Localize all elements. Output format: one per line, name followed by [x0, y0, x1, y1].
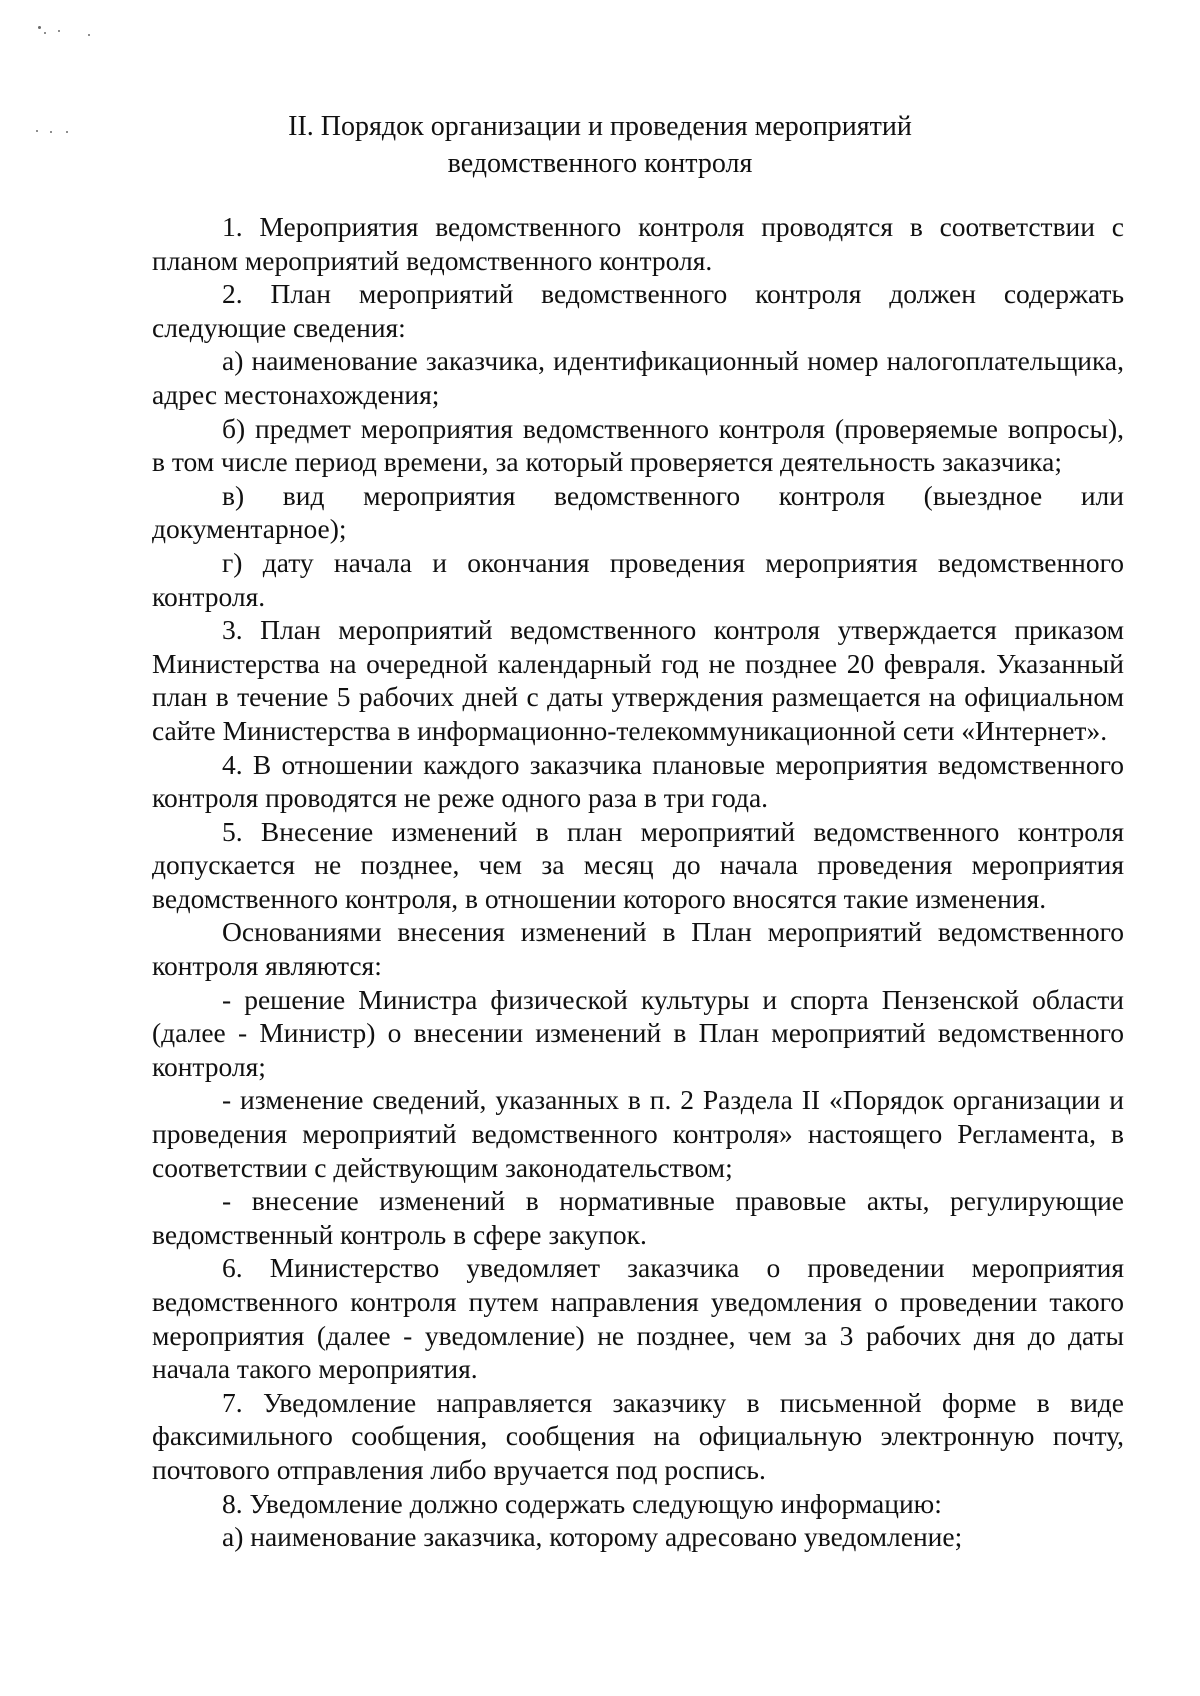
paragraph-2a: а) наименование заказчика, идентификационный номер налогоплательщика, адрес местонахождения;: [152, 345, 1124, 410]
paragraph-5-grounds: Основаниями внесения изменений в План мероприятий ведомственного контроля являются:: [152, 916, 1124, 982]
paragraph-2g: г) дату начала и окончания проведения мероприятия ведомственного контроля.: [152, 546, 1124, 612]
paragraph-3: 3. План мероприятий ведомственного контроля утверждается приказом Министерства на очередной календарный год не позднее 20 февраля. Указанный план в течение 5 рабочих дней с даты утверждения размещается на официальном сайте Министерства в информационно-телекоммуникационной сети «Интернет».: [152, 614, 1124, 746]
paragraph-2v: в) вид мероприятия ведомственного контроля (выездное или документарное);: [152, 479, 1124, 545]
paragraph-5-item-2: - изменение сведений, указанных в п. 2 Раздела II «Порядок организации и проведения мероприятий ведомственного контроля» настоящего Регламента, в соответствии с действующим законодательством;: [152, 1084, 1124, 1183]
paragraph-5-item-1: - решение Министра физической культуры и спорта Пензенской области (далее - Министр) о внесении изменений в План мероприятий ведомственного контроля;: [152, 983, 1124, 1082]
section-title-line-2: ведомственного контроля: [447, 148, 753, 179]
scan-speck: [58, 30, 60, 32]
section-title: [0, 108, 1200, 182]
scan-speck: [88, 34, 90, 36]
document-body: [152, 210, 1124, 1554]
paragraph-5: 5. Внесение изменений в план мероприятий ведомственного контроля допускается не позднее, чем за месяц до начала проведения мероприятия ведомственного контроля, в отношении которого вносятся такие изменения.: [152, 815, 1124, 914]
paragraph-7: 7. Уведомление направляется заказчику в письменной форме в виде факсимильного сообщения, сообщения на официальную электронную почту, почтового отправления либо вручается под роспись.: [152, 1386, 1124, 1485]
scan-speck: [38, 26, 41, 29]
paragraph-2b: б) предмет мероприятия ведомственного контроля (проверяемые вопросы), в том числе период времени, за который проверяется деятельность заказчика;: [152, 412, 1124, 478]
scan-speck: [44, 32, 46, 34]
paragraph-4: 4. В отношении каждого заказчика плановые мероприятия ведомственного контроля проводятся не реже одного раза в три года.: [152, 748, 1124, 814]
section-title-line-1: II. Порядок организации и проведения мероприятий: [288, 111, 912, 142]
paragraph-6: 6. Министерство уведомляет заказчика о проведении мероприятия ведомственного контроля путем направления уведомления о проведении такого мероприятия (далее - уведомление) не позднее, чем за 3 рабочих дня до даты начала такого мероприятия.: [152, 1252, 1124, 1385]
paragraph-2: 2. План мероприятий ведомственного контроля должен содержать следующие сведения:: [152, 278, 1124, 343]
paragraph-5-item-3: - внесение изменений в нормативные правовые акты, регулирующие ведомственный контроль в сфере закупок.: [152, 1185, 1124, 1250]
paragraph-8a: а) наименование заказчика, которому адресовано уведомление;: [222, 1521, 963, 1553]
paragraph-1: 1. Мероприятия ведомственного контроля проводятся в соответствии с планом мероприятий ведомственного контроля.: [152, 211, 1124, 276]
paragraph-8: 8. Уведомление должно содержать следующую информацию:: [222, 1487, 942, 1519]
